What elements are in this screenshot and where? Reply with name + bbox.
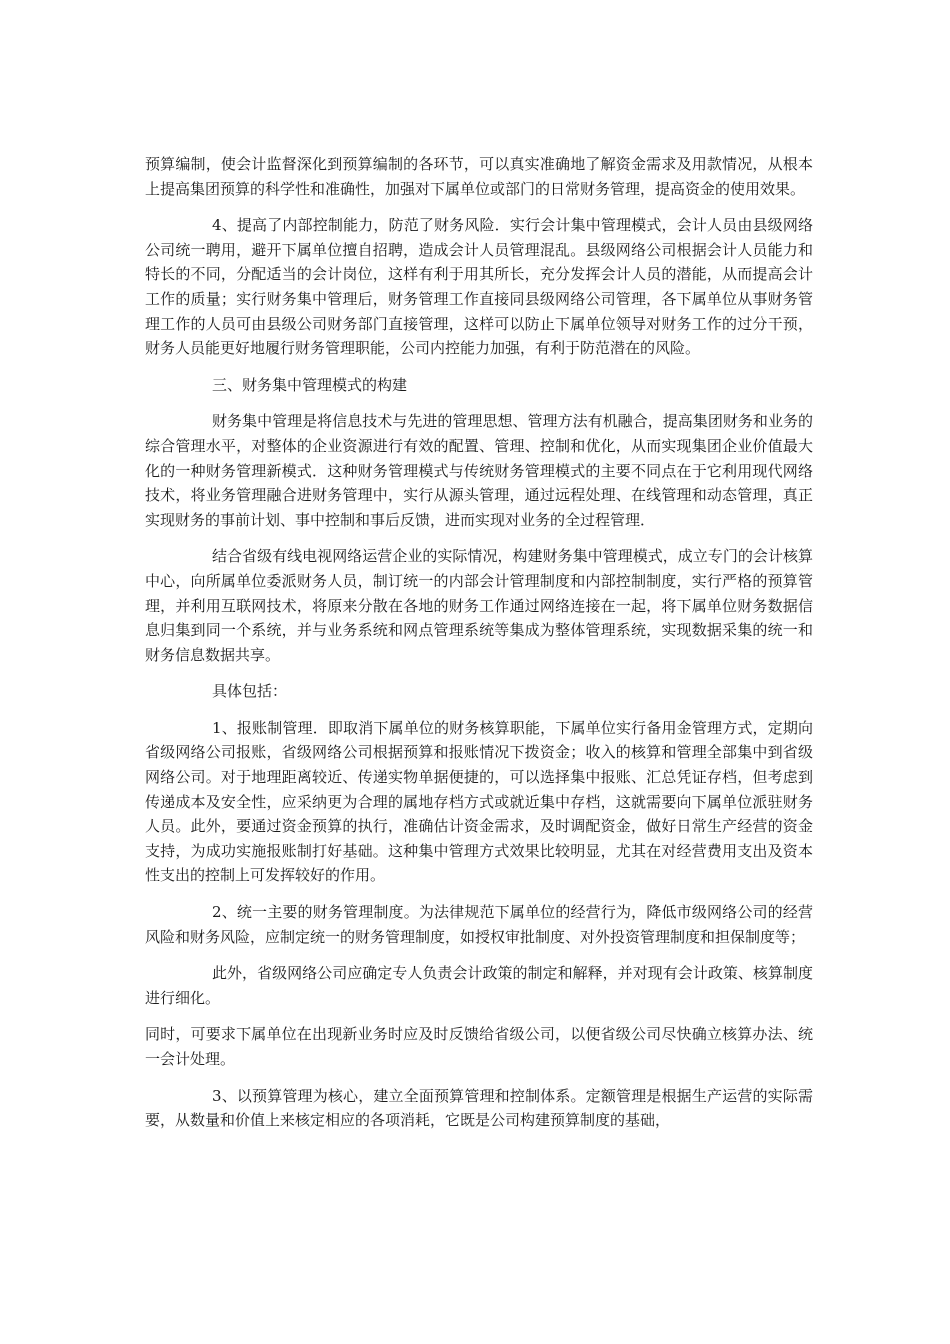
section-heading: 三、财务集中管理模式的构建 xyxy=(212,375,408,394)
document-body xyxy=(145,152,813,1145)
paragraph: 具体包括： xyxy=(212,682,288,701)
paragraph: 结合省级有线电视网络运营企业的实际情况，构建财务集中管理模式，成立专门的会计核算中心，向所属单位委派财务人员，制订统一的内部会计管理制度和内部控制制度，实行严格的预算管理，并利用互联网技术，将原来分散在各地的财务工作通过网络连接在一起，将下属单位财务数据信息归集到同一个系统，并与业务系统和网点管理系统等集成为整体管理系统，实现数据采集的统一和财务信息数据共享。 xyxy=(145,547,813,664)
paragraph: 同时，可要求下属单位在出现新业务时应及时反馈给省级公司，以便省级公司尽快确立核算办法、统一会计处理。 xyxy=(145,1025,813,1068)
paragraph: 1、报账制管理．即取消下属单位的财务核算职能，下属单位实行备用金管理方式，定期向省级网络公司报账，省级网络公司根据预算和报账情况下拨资金；收入的核算和管理全部集中到省级网络公司。对于地理距离较近、传递实物单据便捷的，可以选择集中报账、汇总凭证存档，但考虑到传递成本及安全性，应采纳更为合理的属地存档方式或就近集中存档，这就需要向下属单位派驻财务人员。此外，要通过资金预算的执行，准确估计资金需求，及时调配资金，做好日常生产经营的资金支持，为成功实施报账制打好基础。这种集中管理方式效果比较明显，尤其在对经营费用支出及资本性支出的控制上可发挥较好的作用。 xyxy=(145,718,813,885)
paragraph: 此外，省级网络公司应确定专人负责会计政策的制定和解释，并对现有会计政策、核算制度进行细化。 xyxy=(145,964,813,1007)
paragraph: 2、统一主要的财务管理制度。为法律规范下属单位的经营行为，降低市级网络公司的经营风险和财务风险，应制定统一的财务管理制度，如授权审批制度、对外投资管理制度和担保制度等； xyxy=(145,903,813,946)
paragraph: 财务集中管理是将信息技术与先进的管理思想、管理方法有机融合，提高集团财务和业务的综合管理水平，对整体的企业资源进行有效的配置、管理、控制和优化，从而实现集团企业价值最大化的一种财务管理新模式．这种财务管理模式与传统财务管理模式的主要不同点在于它利用现代网络技术，将业务管理融合进财务管理中，实行从源头管理，通过远程处理、在线管理和动态管理，真正实现财务的事前计划、事中控制和事后反馈，进而实现对业务的全过程管理． xyxy=(145,412,813,529)
paragraph: 3、以预算管理为核心，建立全面预算管理和控制体系。定额管理是根据生产运营的实际需要，从数量和价值上来核定相应的各项消耗，它既是公司构建预算制度的基础， xyxy=(145,1086,813,1130)
paragraph: 4、提高了内部控制能力，防范了财务风险．实行会计集中管理模式，会计人员由县级网络公司统一聘用，避开下属单位擅自招聘，造成会计人员管理混乱。县级网络公司根据会计人员能力和特长的不同，分配适当的会计岗位，这样有利于用其所长，充分发挥会计人员的潜能，从而提高会计工作的质量；实行财务集中管理后，财务管理工作直接同县级网络公司管理，各下属单位从事财务管理工作的人员可由县级公司财务部门直接管理，这样可以防止下属单位领导对财务工作的过分干预，财务人员能更好地履行财务管理职能，公司内控能力加强，有利于防范潜在的风险。 xyxy=(145,216,813,358)
paragraph: 预算编制，使会计监督深化到预算编制的各环节，可以真实准确地了解资金需求及用款情况，从根本上提高集团预算的科学性和准确性，加强对下属单位或部门的日常财务管理，提高资金的使用效果。 xyxy=(145,155,813,198)
